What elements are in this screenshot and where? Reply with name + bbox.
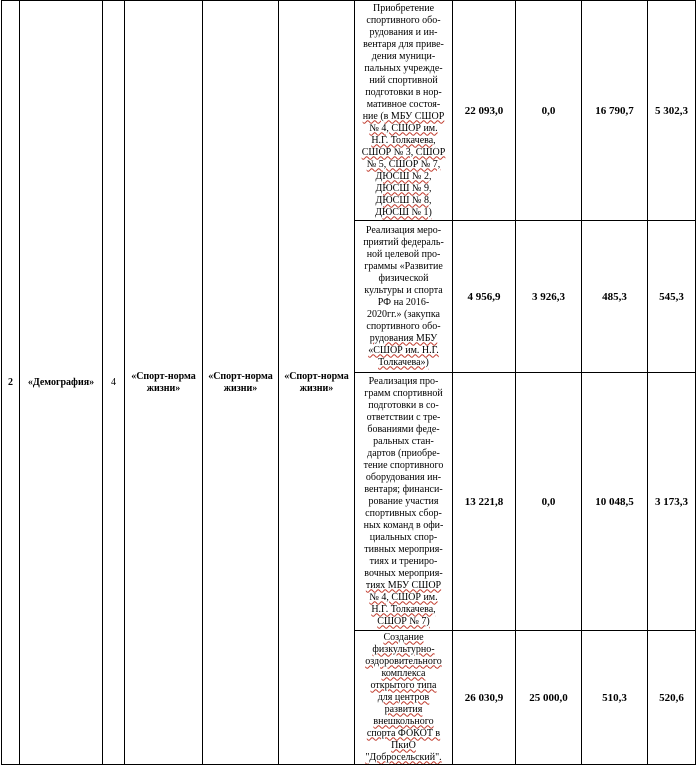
total-amount: 13 221,8 xyxy=(453,373,516,631)
local-amount: 5 302,3 xyxy=(648,1,696,221)
total-amount: 4 956,9 xyxy=(453,221,516,373)
regional-amount: 485,3 xyxy=(582,221,648,373)
program-financing-table xyxy=(1,0,696,765)
federal-amount: 0,0 xyxy=(516,373,582,631)
row-index: 2 xyxy=(2,1,20,765)
row-number: 4 xyxy=(103,1,125,765)
local-amount: 3 173,3 xyxy=(648,373,696,631)
local-amount: 520,6 xyxy=(648,631,696,765)
program-name: «Спорт-норма жизни» xyxy=(125,1,203,765)
measure-description: Реализация меро- приятий федераль- ной целевой про- граммы «Развитие физической культуры и спорта РФ на 2016- 2020гг.» (закупка спортивного обо- рудования МБУ «СШОР им. Н.Г. Толкачева») xyxy=(355,221,453,373)
total-amount: 22 093,0 xyxy=(453,1,516,221)
regional-amount: 16 790,7 xyxy=(582,1,648,221)
measure-description: Приобретение спортивного обо- рудования и ин- вентаря для приве- дения муници- пальных учрежде- ний спортивной подготовки в нор- мативное состоя- ние (в МБУ СШОР № 4, СШОР им. Н.Г. Толкачева, СШОР № 3, СШОР № 5, СШОР № 7, ДЮСШ № 2, ДЮСШ № 9, ДЮСШ № 8, ДЮСШ № 1) xyxy=(355,1,453,221)
federal-amount: 3 926,3 xyxy=(516,221,582,373)
federal-amount: 25 000,0 xyxy=(516,631,582,765)
table-row xyxy=(2,1,696,221)
subprogram-name: «Спорт-норма жизни» xyxy=(203,1,279,765)
regional-amount: 510,3 xyxy=(582,631,648,765)
total-amount: 26 030,9 xyxy=(453,631,516,765)
local-amount: 545,3 xyxy=(648,221,696,373)
measure-description: Реализация про- грамм спортивной подготовки в со- ответствии с тре- бованиями феде- ральных стан- дартов (приобре- тение спортивного оборудования ин- вентаря; финанси- рование участия спортивных сбор- ных команд в офи- циальных спор- тивных мероприя- тиях и трениро- вочных мероприя- тиях МБУ СШОР № 4, СШОР им. Н.Г. Толкачева, СШОР № 7) xyxy=(355,373,453,631)
measure-description: Создание физкультурно- оздоровительного комплекса открытого типа для центров развития внешкольного спорта ФОКОТ в ПкиО "Добросельский". xyxy=(355,631,453,765)
regional-project-name: «Спорт-норма жизни» xyxy=(279,1,355,765)
project-name: «Демография» xyxy=(20,1,103,765)
federal-amount: 0,0 xyxy=(516,1,582,221)
regional-amount: 10 048,5 xyxy=(582,373,648,631)
